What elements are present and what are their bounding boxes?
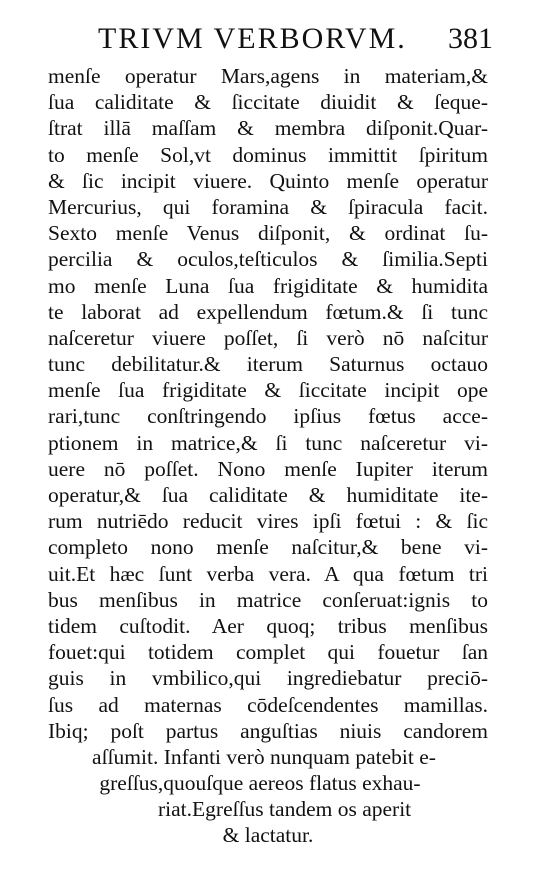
text-line: rari,tunc conſtringendo ipſius fœtus acce- xyxy=(48,404,488,429)
running-title: TRIVM VERBORVM. xyxy=(98,22,407,55)
text-line: fouet:qui totidem complet qui fouetur ſan xyxy=(48,640,488,665)
text-line: guis in vmbilico,qui ingrediebatur preciō- xyxy=(48,666,488,691)
text-line: tunc debilitatur.& iterum Saturnus octauo xyxy=(48,352,488,377)
text-line: & ſic incipit viuere. Quinto menſe operatur xyxy=(48,168,488,193)
text-line: aſſumit. Infanti verò nunquam patebit e- xyxy=(92,744,436,769)
text-line: mo menſe Luna ſua frigiditate & humidita xyxy=(48,273,488,298)
text-line: Mercurius, qui foramina & ſpiracula facit. xyxy=(48,194,488,219)
text-line: bus menſibus in matrice conſeruat:ignis to xyxy=(48,587,488,612)
page-number: 381 xyxy=(448,22,493,55)
text-line: te laborat ad expellendum fœtum.& ſi tunc xyxy=(48,299,488,324)
text-line: uere nō poſſet. Nono menſe Iupiter iterum xyxy=(48,456,488,481)
body-text xyxy=(48,63,488,849)
text-line: naſceretur viuere poſſet, ſi verò nō naſcitur xyxy=(48,325,488,350)
text-line: ſtrat illā maſſam & membra diſponit.Quar- xyxy=(48,116,488,141)
text-line: ſus ad maternas cōdeſcendentes mamillas. xyxy=(48,692,488,717)
text-line: ptionem in matrice,& ſi tunc naſceretur vi- xyxy=(48,430,488,455)
text-line: uit.Et hæc ſunt verba vera. A qua fœtum tri xyxy=(48,561,488,586)
text-line: to menſe Sol,vt dominus immittit ſpiritum xyxy=(48,142,488,167)
text-line: operatur,& ſua caliditate & humiditate ite- xyxy=(48,483,488,507)
text-line: Ibiq; poſt partus anguſtias niuis candorem xyxy=(48,718,488,743)
text-line: & lactatur. xyxy=(222,823,314,848)
text-line: menſe ſua frigiditate & ſiccitate incipit ope xyxy=(48,378,488,403)
text-line: ſua caliditate & ſiccitate diuidit & ſeque- xyxy=(48,90,488,115)
text-line: Sexto menſe Venus diſponit, & ordinat ſu- xyxy=(48,221,488,246)
text-line: tidem cuſtodit. Aer quoq; tribus menſibus xyxy=(48,613,488,638)
text-line: rum nutriēdo reducit vires ipſi fœtui : & ſic xyxy=(48,509,488,534)
text-line: completo nono menſe naſcitur,& bene vi- xyxy=(48,535,488,560)
text-line: greſſus,quouſque aereos flatus exhau- xyxy=(99,771,421,796)
text-line: percilia & oculos,teſticulos & ſimilia.Septi xyxy=(48,247,488,272)
text-line: riat.Egreſſus tandem os aperit xyxy=(158,797,412,822)
text-line: menſe operatur Mars,agens in materiam,& xyxy=(48,64,488,88)
